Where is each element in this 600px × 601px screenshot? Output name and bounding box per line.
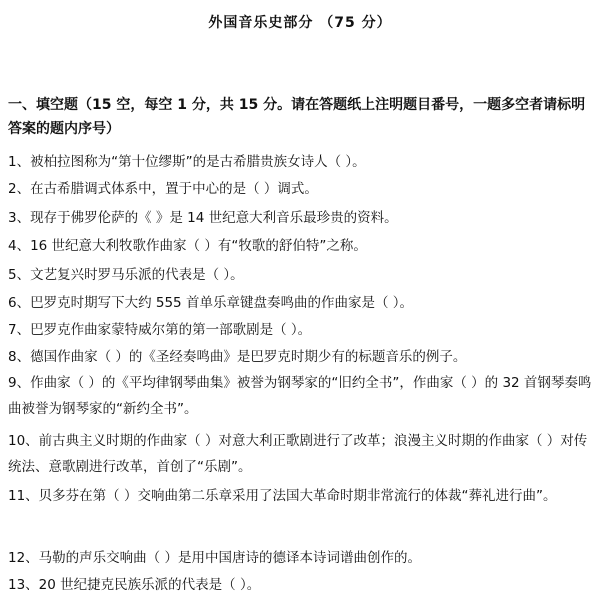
page-title: 外国音乐史部分 （75 分） bbox=[208, 15, 392, 31]
question-5: 5、文艺复兴时罗马乐派的代表是（ ）。 bbox=[8, 267, 244, 283]
question-1: 1、被柏拉图称为“第十位缪斯”的是古希腊贵族女诗人（ ）。 bbox=[8, 154, 366, 170]
question-10: 10、前古典主义时期的作曲家（ ）对意大利正歌剧进行了改革；浪漫主义时期的作曲家（ ）对传统法、意歌剧进行改革，首创了“乐剧”。 bbox=[8, 433, 588, 475]
question-11: 11、贝多芬在第（ ）交响曲第二乐章采用了法国大革命时期非常流行的体裁“葬礼进行曲”。 bbox=[8, 488, 557, 504]
section-heading: 一、填空题（15 空，每空 1 分，共 15 分。请在答题纸上注明题目番号，一题多空者请标明答案的题内序号） bbox=[8, 97, 586, 137]
question-9: 9、作曲家（ ）的《平均律钢琴曲集》被誉为钢琴家的“旧约全书”，作曲家（ ）的 32 首钢琴奏鸣曲被誉为钢琴家的“新约全书”。 bbox=[8, 375, 592, 417]
question-12: 12、马勒的声乐交响曲（ ）是用中国唐诗的德译本诗词谱曲创作的。 bbox=[8, 550, 421, 566]
question-6: 6、巴罗克时期写下大约 555 首单乐章键盘奏鸣曲的作曲家是（ ）。 bbox=[8, 295, 413, 311]
question-4: 4、16 世纪意大利牧歌作曲家（ ）有“牧歌的舒伯特”之称。 bbox=[8, 238, 367, 254]
question-7: 7、巴罗克作曲家蒙特威尔第的第一部歌剧是（ ）。 bbox=[8, 322, 312, 338]
question-2: 2、在古希腊调式体系中，置于中心的是（ ）调式。 bbox=[8, 181, 318, 197]
question-8: 8、德国作曲家（ ）的《圣经奏鸣曲》是巴罗克时期少有的标题音乐的例子。 bbox=[8, 349, 467, 365]
question-3: 3、现存于佛罗伦萨的《 》是 14 世纪意大利音乐最珍贵的资料。 bbox=[8, 210, 398, 226]
question-13: 13、20 世纪捷克民族乐派的代表是（ ）。 bbox=[8, 577, 261, 593]
